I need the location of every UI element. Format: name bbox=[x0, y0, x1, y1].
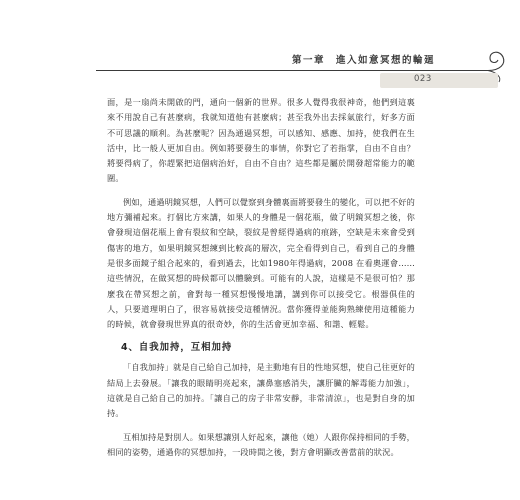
running-header bbox=[96, 42, 520, 82]
page-number-badge bbox=[380, 73, 498, 88]
section-heading: 4、自我加持，互相加持 bbox=[121, 342, 233, 354]
page-number: 023 bbox=[414, 74, 432, 84]
paragraph-4: 互相加持是對別人。如果想讓別人好起來，讓他（她）人跟你保持相同的手勢，相同的姿勢，通過你的冥想加持，一段時間之後，對方會明顯改善當前的狀況。 bbox=[107, 431, 415, 457]
page-body bbox=[107, 95, 415, 460]
paragraph-2: 例如，通過明鏡冥想，人們可以覺察到身體裏面將要發生的變化，可以把不好的地方彌補起來。打個比方來講，如果人的身體是一個花瓶，做了明鏡冥想之後，你會發現這個花瓶上會有裂紋和空缺，裂紋是曾經得過病的痕跡，空缺是未來會受到傷害的地方，如果明鏡冥想練到比較高的層次，完全看得到自己，看到自己的身體是很多面鏡子組合起來的，看到過去，比如1980年得過病，2008 在看奧運會……這些情況，在做冥想的時候都可以體驗到。可能有的人說，這樣是不是很可怕？那麼我在帶冥想之前，會對每一種冥想慢慢地講，講到你可以接受它。根器俱佳的人，只要道理明白了，很容易就接受這種情況。當你獲得並能夠熟練使用這種能力的時候，就會發現世界真的很奇妙，你的生活會更加幸福、和諧、輕鬆。 bbox=[107, 196, 415, 330]
paragraph-3: 「自我加持」就是自己給自己加持，是主動地有目的性地冥想，使自己往更好的結局上去發展。「讓我的眼睛明亮起來，讓鼻塞感消失，讓肝臟的解毒能力加強」，這就是自己給自己的加持。「讓自己的房子非常安靜，非常清涼」，也是對自身的加持。 bbox=[107, 362, 415, 419]
chapter-title: 第一章 進入如意冥想的輪廻 bbox=[292, 55, 436, 66]
paragraph-1: 面，是一扇尚未開啟的門，通向一個新的世界。很多人覺得我很神奇，他們到這裏來不用說自己有甚麼病，我就知道他有甚麼病；甚至我外出去採氣旅行，好多方面不可思議的順利。為甚麼呢？因為通過冥想，可以感知、感應、加持，使我們在生活中，比一般人更加自由。例如將要發生的事情，你對它了若指掌，自由不自由？將要得病了，你趕緊把這個病治好，自由不自由？這些都是屬於開發超常能力的範圍。 bbox=[107, 97, 415, 184]
